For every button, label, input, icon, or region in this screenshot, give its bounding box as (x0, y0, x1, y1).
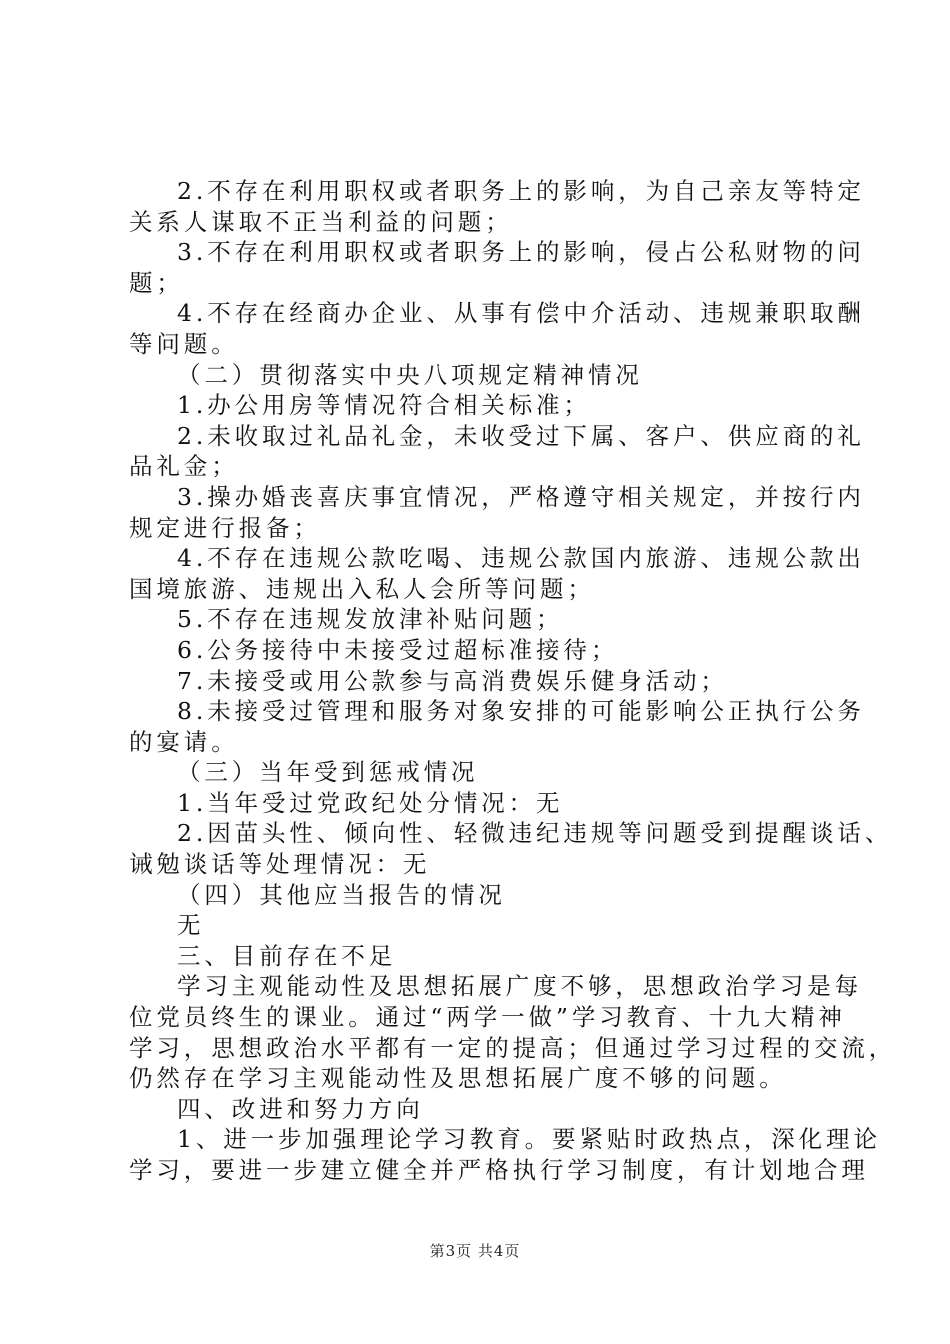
text-line: 7.未接受或用公款参与高消费娱乐健身活动； (177, 666, 728, 695)
text-line: 1、进一步加强理论学习教育。要紧贴时政热点，深化理论 (177, 1125, 881, 1154)
page-number-footer: 第3页 共4页 (429, 1242, 521, 1260)
text-line: 8.未接受过管理和服务对象安排的可能影响公正执行公务 (177, 697, 865, 726)
text-line: 无 (177, 911, 205, 940)
document-body (129, 176, 897, 1186)
text-line: 2.未收取过礼品礼金，未收受过下属、客户、供应商的礼 (177, 421, 865, 450)
text-line: 学习主观能动性及思想拓展广度不够，思想政治学习是每 (177, 972, 862, 1001)
text-line: 关系人谋取不正当利益的问题； (129, 207, 513, 236)
text-line: 品礼金； (129, 452, 239, 481)
text-line: 学习，要进一步建立健全并严格执行学习制度，有计划地合理 (129, 1156, 869, 1184)
text-line: 2.因苗头性、倾向性、轻微违纪违规等问题受到提醒谈话、 (177, 819, 893, 848)
section-heading: 四、改进和努力方向 (177, 1094, 424, 1123)
text-line: 学习，思想政治水平都有一定的提高；但通过学习过程的交流， (129, 1033, 897, 1062)
text-line: 的宴请。 (129, 727, 239, 756)
text-line: 4.不存在违规公款吃喝、违规公款国内旅游、违规公款出 (177, 544, 865, 573)
text-line: 3.不存在利用职权或者职务上的影响，侵占公私财物的问 (177, 238, 865, 267)
text-line: 等问题。 (129, 329, 239, 358)
text-line: 2.不存在利用职权或者职务上的影响，为自己亲友等特定 (177, 177, 865, 205)
text-line: 国境旅游、违规出入私人会所等问题； (129, 574, 595, 603)
text-line: 1.办公用房等情况符合相关标准； (177, 391, 591, 420)
text-line: 规定进行报备； (129, 513, 321, 542)
text-line: 诫勉谈话等处理情况：无 (129, 850, 431, 879)
text-line: 4.不存在经商办企业、从事有偿中介活动、违规兼职取酬 (177, 299, 865, 328)
text-line: 位党员终生的课业。通过“两学一做”学习教育、十九大精神 (129, 1003, 846, 1032)
section-heading: （三）当年受到惩戒情况 (177, 758, 479, 787)
section-heading: （四）其他应当报告的情况 (177, 880, 506, 909)
text-line: 仍然存在学习主观能动性及思想拓展广度不够的问题。 (129, 1064, 787, 1093)
section-heading: 三、目前存在不足 (177, 941, 397, 970)
text-line: 1.当年受过党政纪处分情况：无 (177, 788, 564, 817)
text-line: 5.不存在违规发放津补贴问题； (177, 605, 564, 634)
section-heading: （二）贯彻落实中央八项规定精神情况 (177, 360, 643, 389)
text-line: 6.公务接待中未接受过超标准接待； (177, 635, 619, 664)
text-line: 3.操办婚丧喜庆事宜情况，严格遵守相关规定，并按行内 (177, 482, 865, 511)
text-line: 题； (129, 268, 184, 297)
